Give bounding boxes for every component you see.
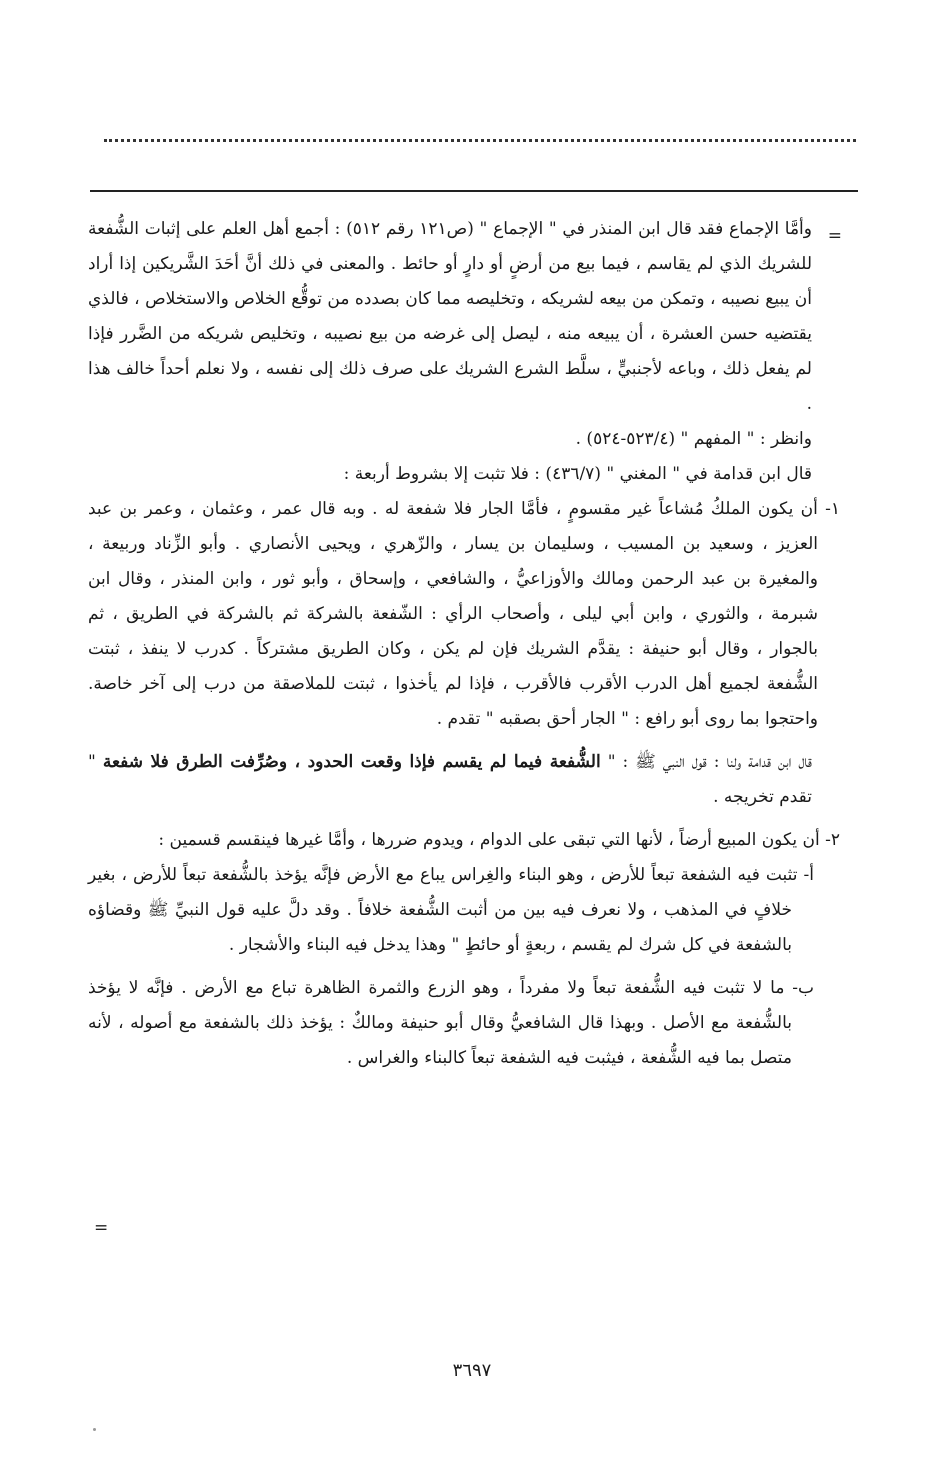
paragraph-reference: وانظر : " المفهم " (٥٢٣/٤-٥٢٤) . bbox=[575, 429, 812, 449]
continuation-mark-end: = bbox=[94, 1218, 109, 1238]
paragraph-condition-1: ١- أن يكون الملكُ مُشاعاً غير مقسومٍ ، فأمَّا الجار فلا شفعة له . وبه قال عمر ، وعثمان ، وعمر بن عبد العزيز ، وسعيد بن المسيب ، وسليمان بن يسار ، والزّهري ، ويحيى الأنصاري . وأبو الزِّناد وربيعة ، والمغيرة بن عبد الرحمن ومالك والأوزاعيُّ ، والشافعي ، وإسحاق ، وأبو ثور ، وابن المنذر ، وقال ابن شبرمة ، والثوري ، وابن أبي ليلى ، وأصحاب الرأي : الشّفعة بالشركة ثم بالشركة في الطريق ، ثم بالجوار ، وقال أبو حنيفة : يقدَّم الشريك فإن لم يكن ، وكان الطريق مشتركاً . كدرب لا ينفذ ، ثبتت الشُّفعة لجميع أهل الدرب الأقرب فالأقرب ، فإذا لم يأخذوا ، ثبتت للملاصقة من درب إلى آخر خاصة. واحتجوا بما روى أبو رافع : " الجار أحق بصقبه " تقدم . bbox=[88, 499, 840, 729]
hadith-intro: قال ابن قدامة ولنا : قول النبي ﷺ : " bbox=[600, 752, 812, 772]
paragraph-subsection-a: أ- تثبت فيه الشفعة تبعاً للأرض ، وهو البناء والغِراس يباع مع الأرض فإنَّه يؤخذ بالشُّفعة تبعاً للأرض ، بغير خلافٍ في المذهب ، ولا نعرف فيه بين من أثبت الشُّفعة خلافاً . وقد دلَّ عليه قول النبيِّ ﷺ وقضاؤه بالشفعة في كل شرك لم يقسم ، ربعةٍ أو حائطٍ " وهذا يدخل فيه البناء والأشجار . bbox=[88, 865, 814, 955]
hadith-end: " تقدم تخريجه . bbox=[88, 752, 812, 807]
dotted-separator bbox=[104, 139, 856, 142]
continuation-mark-start: = bbox=[827, 226, 842, 246]
page-number: ٣٦٩٧ bbox=[452, 1360, 492, 1381]
scan-speck bbox=[93, 1428, 96, 1431]
paragraph-subsection-b: ب- ما لا تثبت فيه الشُّفعة تبعاً ولا مفرداً ، وهو الزرع والثمرة الظاهرة تباع مع الأرض . فإنَّه لا يؤخذ بالشُّفعة مع الأصل . وبهذا قال الشافعيُّ وقال أبو حنيفة ومالكٌ : يؤخذ ذلك بالشفعة مع أصوله ، لأنه متصل بما فيه الشُّفعة ، فيثبت فيه الشفعة تبعاً كالبناء والغراس . bbox=[88, 978, 814, 1068]
paragraph-hadith bbox=[88, 745, 840, 815]
footnote-rule bbox=[90, 190, 858, 192]
paragraph-ibn-qudama: قال ابن قدامة في " المغني " (٤٣٦/٧) : فلا تثبت إلا بشروط أربعة : bbox=[343, 464, 812, 484]
paragraph-ijma: وأمَّا الإجماع فقد قال ابن المنذر في " الإجماع " (ص١٢١ رقم ٥١٢) : أجمع أهل العلم على إثبات الشُّفعة للشريك الذي لم يقاسم ، فيما بيع من أرضٍ أو دارٍ أو حائط . والمعنى في ذلك أنَّ أحَدَ الشَّريكين إذا أراد أن يبيع نصيبه ، وتمكن من بيعه لشريكه ، وتخليصه مما كان بصدده من توقُّع الخلاص والاستخلاص ، فالذي يقتضيه حسن العشرة ، أن يبيعه منه ، ليصل إلى غرضه من بيع نصيبه ، وتخليص شريكه من الضَّرر فإذا لم يفعل ذلك ، وباعه لأجنبيٍّ ، سلَّط الشرع الشريك على صرف ذلك إلى نفسه ، ولا نعلم أحداً خالف هذا . bbox=[88, 219, 812, 414]
footnote-text bbox=[88, 212, 840, 1076]
hadith-text: الشُّفعة فيما لم يقسم فإذا وقعت الحدود ، وصُرِّفت الطرق فلا شفعة bbox=[102, 752, 601, 772]
paragraph-condition-2: ٢- أن يكون المبيع أرضاً ، لأنها التي تبقى على الدوام ، ويدوم ضررها ، وأمَّا غيرها فينقسم قسمين : bbox=[158, 830, 840, 850]
